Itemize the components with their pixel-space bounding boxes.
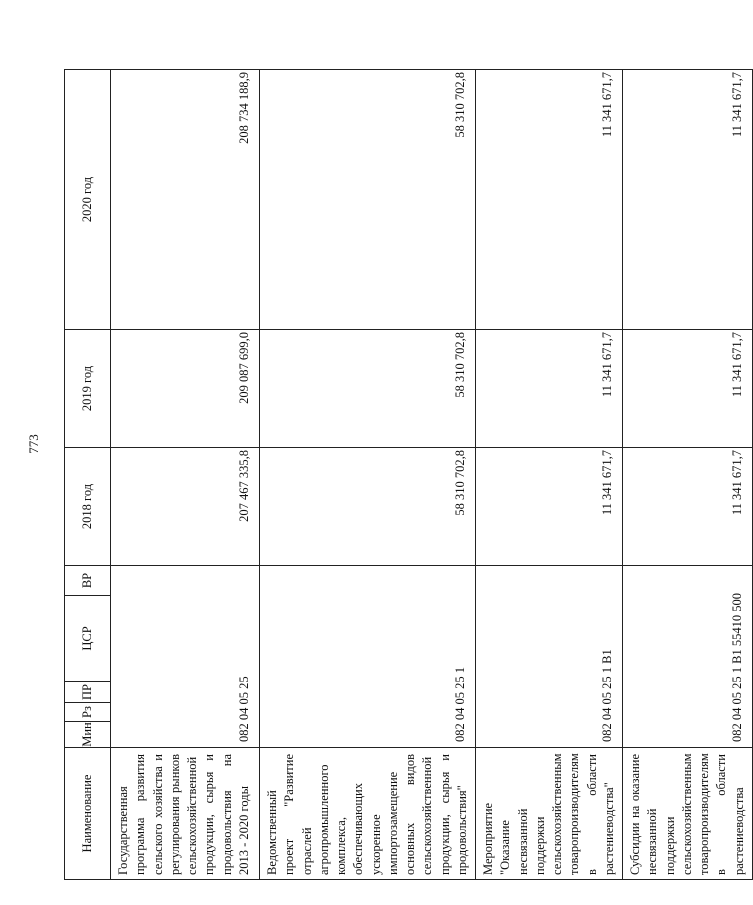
rotated-page-content <box>64 70 746 880</box>
header-row <box>65 70 111 880</box>
header-pr: ПР <box>65 682 111 703</box>
header-vr: ВР <box>65 566 111 596</box>
table-row <box>623 70 753 880</box>
header-name: Наименование <box>65 748 111 880</box>
table-row <box>111 70 260 880</box>
header-2018: 2018 год <box>65 448 111 566</box>
row-value-2019: 58 310 702,8 <box>260 330 476 448</box>
header-min: Мин <box>65 722 111 748</box>
row-value-2019: 209 087 699,0 <box>111 330 260 448</box>
header-rz: Рз <box>65 703 111 722</box>
row-value-2020: 11 341 671,7 <box>476 70 623 330</box>
row-value-2020: 11 341 671,7 <box>623 70 753 330</box>
row-value-2019: 11 341 671,7 <box>623 330 753 448</box>
table-row <box>476 70 623 880</box>
page-number: 773 <box>26 434 41 454</box>
row-codes: 082 04 05 25 1 В1 <box>476 566 623 748</box>
row-value-2018: 11 341 671,7 <box>623 448 753 566</box>
row-value-2018: 207 467 335,8 <box>111 448 260 566</box>
row-name: Государственная программа развития сельского хозяйства и регулирования рынков сельскохозяйственной продукции, сырья и продовольствия на 2013 - 2020 годы <box>111 748 260 880</box>
table-row <box>260 70 476 880</box>
header-2019: 2019 год <box>65 330 111 448</box>
row-value-2018: 11 341 671,7 <box>476 448 623 566</box>
row-value-2019: 11 341 671,7 <box>476 330 623 448</box>
row-value-2018: 58 310 702,8 <box>260 448 476 566</box>
row-name: Субсидии на оказание несвязанной поддержки сельскохозяйственным товаропроизводителям в области растениеводства <box>623 748 753 880</box>
header-2020: 2020 год <box>65 70 111 330</box>
row-codes: 082 04 05 25 1 В1 55410 500 <box>623 566 753 748</box>
row-name: Мероприятие "Оказание несвязанной поддержки сельскохозяйственным товаропроизводителям в области растениеводства" <box>476 748 623 880</box>
row-value-2020: 58 310 702,8 <box>260 70 476 330</box>
table-header <box>65 70 111 880</box>
budget-table <box>64 69 753 880</box>
row-value-2020: 208 734 188,9 <box>111 70 260 330</box>
header-csr: ЦСР <box>65 596 111 682</box>
row-codes: 082 04 05 25 <box>111 566 260 748</box>
row-codes: 082 04 05 25 1 <box>260 566 476 748</box>
row-name: Ведомственный проект "Развитие отраслей агропромышленного комплекса, обеспечивающих ускоренное импортозамещение основных видов сельскохозяйственной продукции, сырья и продовольствия" <box>260 748 476 880</box>
